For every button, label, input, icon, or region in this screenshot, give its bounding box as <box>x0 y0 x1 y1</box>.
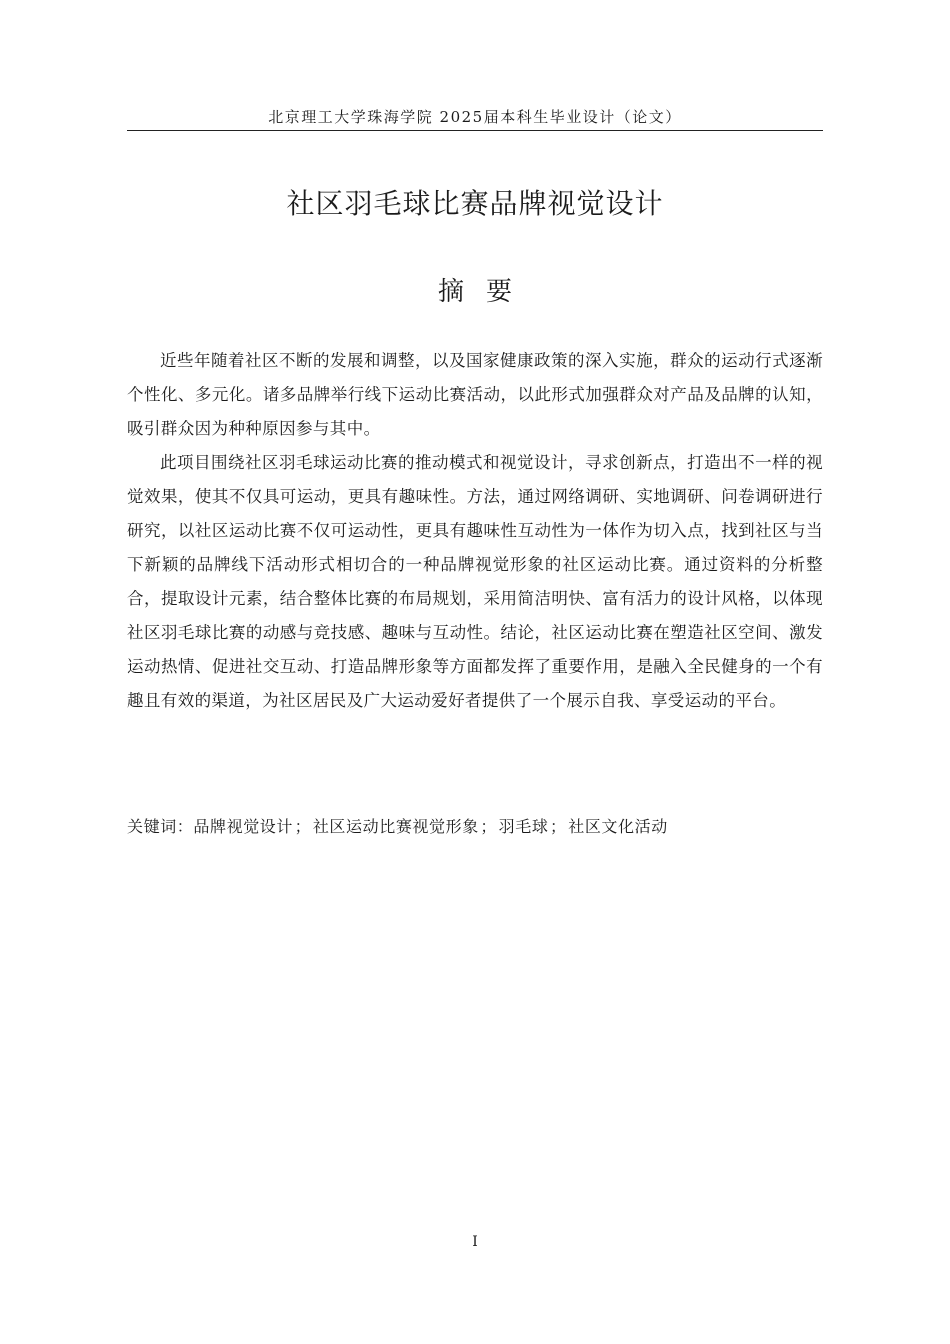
keyword-separator: ； <box>294 817 312 836</box>
abstract-paragraph-2: 此项目围绕社区羽毛球运动比赛的推动模式和视觉设计，寻求创新点，打造出不一样的视觉效果，使其不仅具可运动，更具有趣味性。方法，通过网络调研、实地调研、问卷调研进行研究，以社区运动比赛不仅可运动性，更具有趣味性互动性为一体作为切入点，找到社区与当下新颖的品牌线下活动形式相切合的一种品牌视觉形象的社区运动比赛。通过资料的分析整合，提取设计元素，结合整体比赛的布局规划，采用简洁明快、富有活力的设计风格，以体现社区羽毛球比赛的动感与竞技感、趣味与互动性。结论，社区运动比赛在塑造社区空间、激发运动热情、促进社交互动、打造品牌形象等方面都发挥了重要作用，是融入全民健身的一个有趣且有效的渠道，为社区居民及广大运动爱好者提供了一个展示自我、享受运动的平台。 <box>127 453 823 710</box>
keyword-item: 社区文化活动 <box>568 817 668 836</box>
abstract-heading: 摘要 <box>437 277 534 307</box>
keyword-item: 品牌视觉设计 <box>193 817 294 836</box>
keyword-item: 社区运动比赛视觉形象 <box>312 817 479 836</box>
keyword-item: 羽毛球 <box>498 817 549 836</box>
thesis-title: 社区羽毛球比赛品牌视觉设计 <box>286 187 664 220</box>
abstract-paragraph-1: 近些年随着社区不断的发展和调整，以及国家健康政策的深入实施，群众的运动行式逐渐个性化、多元化。诸多品牌举行线下运动比赛活动，以此形式加强群众对产品及品牌的认知，吸引群众因为种种原因参与其中。 <box>127 351 823 438</box>
running-header: 北京理工大学珠海学院 2025届本科生毕业设计（论文） <box>268 108 682 126</box>
keywords-label: 关键词： <box>127 817 194 836</box>
keywords-line <box>127 812 823 842</box>
header-rule <box>127 130 823 131</box>
keyword-separator: ； <box>550 817 567 836</box>
keyword-separator: ； <box>480 817 498 836</box>
abstract-body <box>127 344 823 718</box>
page-number: I <box>472 1234 478 1250</box>
